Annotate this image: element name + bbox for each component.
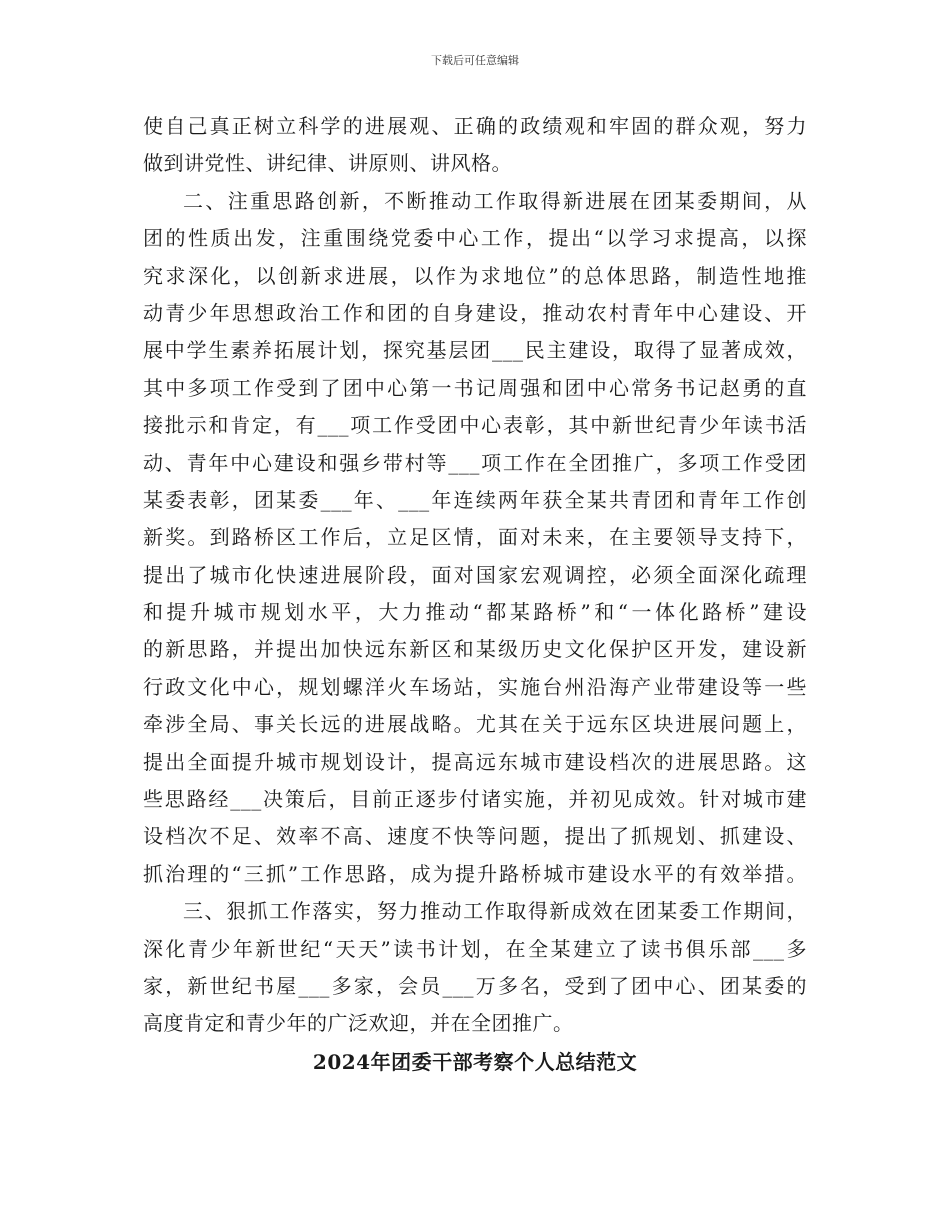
document-body [143,108,807,1043]
text-line: 团的性质出发，注重围绕党委中心工作，提出“以学习求提高，以探 [143,226,807,251]
text-line: 展中学生素养拓展计划，探究基层团___民主建设，取得了显著成效， [143,338,807,363]
text-line: 的新思路，并提出加快远东新区和某级历史文化保护区开发，建设新 [143,637,807,662]
text-line: 深化青少年新世纪“天天”读书计划，在全某建立了读书俱乐部___多 [143,936,807,961]
section-heading-line: 二、注重思路创新，不断推动工作取得新进展在团某委期间，从 [183,188,807,213]
text-line: 牵涉全局、事关长远的进展战略。尤其在关于远东区块进展问题上， [143,712,807,737]
text-line: 使自己真正树立科学的进展观、正确的政绩观和牢固的群众观，努力 [143,114,807,138]
text-line: 家，新世纪书屋___多家，会员___万多名，受到了团中心、团某委的 [143,973,807,998]
text-line: 接批示和肯定，有___项工作受团中心表彰，其中新世纪青少年读书活 [143,413,807,438]
text-line: 究求深化，以创新求进展，以作为求地位”的总体思路，制造性地推 [143,263,807,288]
text-line: 提出全面提升城市规划设计，提高远东城市建设档次的进展思路。这 [143,749,807,774]
text-line: 新奖。到路桥区工作后，立足区情，面对未来，在主要领导支持下， [143,525,807,550]
text-line: 高度肯定和青少年的广泛欢迎，并在全团推广。 [143,1011,574,1036]
text-line: 动、青年中心建设和强乡带村等___项工作在全团推广，多项工作受团 [143,450,807,475]
text-line: 和提升城市规划水平，大力推动“都某路桥”和“一体化路桥”建设 [143,600,807,625]
text-line: 某委表彰，团某委___年、___年连续两年获全某共青团和青年工作创 [143,487,807,512]
page-header: 下载后可任意编辑 [431,54,519,67]
text-line: 提出了城市化快速进展阶段，面对国家宏观调控，必须全面深化疏理 [143,562,807,587]
text-line: 些思路经___决策后，目前正逐步付诸实施，并初见成效。针对城市建 [143,787,807,812]
text-line: 做到讲党性、讲纪律、讲原则、讲风格。 [143,151,512,176]
text-line: 设档次不足、效率不高、速度不快等问题，提出了抓规划、抓建设、 [143,824,807,849]
text-line: 动青少年思想政治工作和团的自身建设，推动农村青年中心建设、开 [143,300,807,325]
text-line: 行政文化中心，规划螺洋火车场站，实施台州沿海产业带建设等一些 [143,674,807,699]
text-line: 抓治理的“三抓”工作思路，成为提升路桥城市建设水平的有效举措。 [143,861,807,886]
text-line: 其中多项工作受到了团中心第一书记周强和团中心常务书记赵勇的直 [143,375,807,400]
section-heading-line: 三、狠抓工作落实，努力推动工作取得新成效在团某委工作期间， [183,899,807,924]
document-title: 2024年团委干部考察个人总结范文 [312,1050,638,1074]
